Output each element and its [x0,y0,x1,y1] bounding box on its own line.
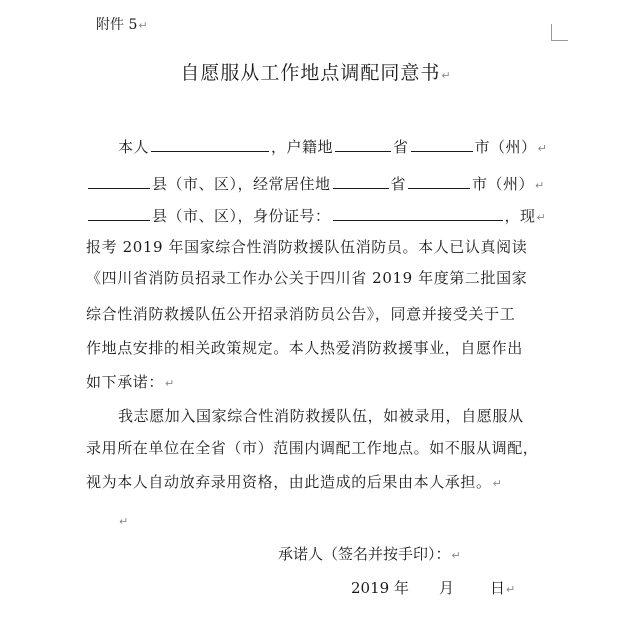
date-month: 月 [438,579,454,597]
attachment-label: 附件 5↵ [96,17,148,33]
name-blank[interactable] [151,136,269,152]
residence-county-blank[interactable] [88,205,150,221]
commitment-line: 我志愿加入国家综合性消防救援队伍，如被录用，自愿服从 [118,407,524,425]
body-line: 作地点安排的相关政策规定。本人热爱消防救援事业，自愿作出 [86,339,523,357]
date-day: 日 [489,579,505,597]
commitment-line-last: 视为本人自动放弃录用资格，由此造成的后果由本人承担。↵ [86,473,503,491]
id-number-blank[interactable] [333,205,503,221]
commitment-line: 录用所在单位在全省（市）范围内调配工作地点。如不服从调配， [86,439,539,457]
residence-province-blank[interactable] [333,173,389,189]
date-line: 2019 年 月 日↵ [351,579,516,597]
body-line-last: 如下承诺：↵ [86,373,175,391]
form-line-1: 本人 ，户籍地 省 市（州）↵ [118,138,548,156]
signature-line: 承诺人（签名并按手印）：↵ [278,545,461,563]
form-line-2: 县（市、区），经常居住地 省 市（州）↵ [86,173,545,194]
page-corner-mark [551,24,568,41]
residence-city-blank[interactable] [408,173,470,189]
document-title: 自愿服从工作地点调配同意书↵ [180,62,452,84]
huji-province-blank[interactable] [335,136,391,152]
huji-city-blank[interactable] [411,136,473,152]
form-line-3: 县（市、区），身份证号： ，现↵ [86,205,546,226]
body-line: 《四川省消防员招录工作办公关于四川省 2019 年度第二批国家 [86,269,528,287]
huji-county-blank[interactable] [88,173,150,189]
body-line: 报考 2019 年国家综合性消防救援队伍消防员。本人已认真阅读 [86,238,528,256]
body-line: 综合性消防救援队伍公开招录消防员公告》，同意并接受关于工 [86,305,516,323]
date-year: 2019 年 [351,579,409,597]
empty-paragraph: ↵ [119,515,129,528]
